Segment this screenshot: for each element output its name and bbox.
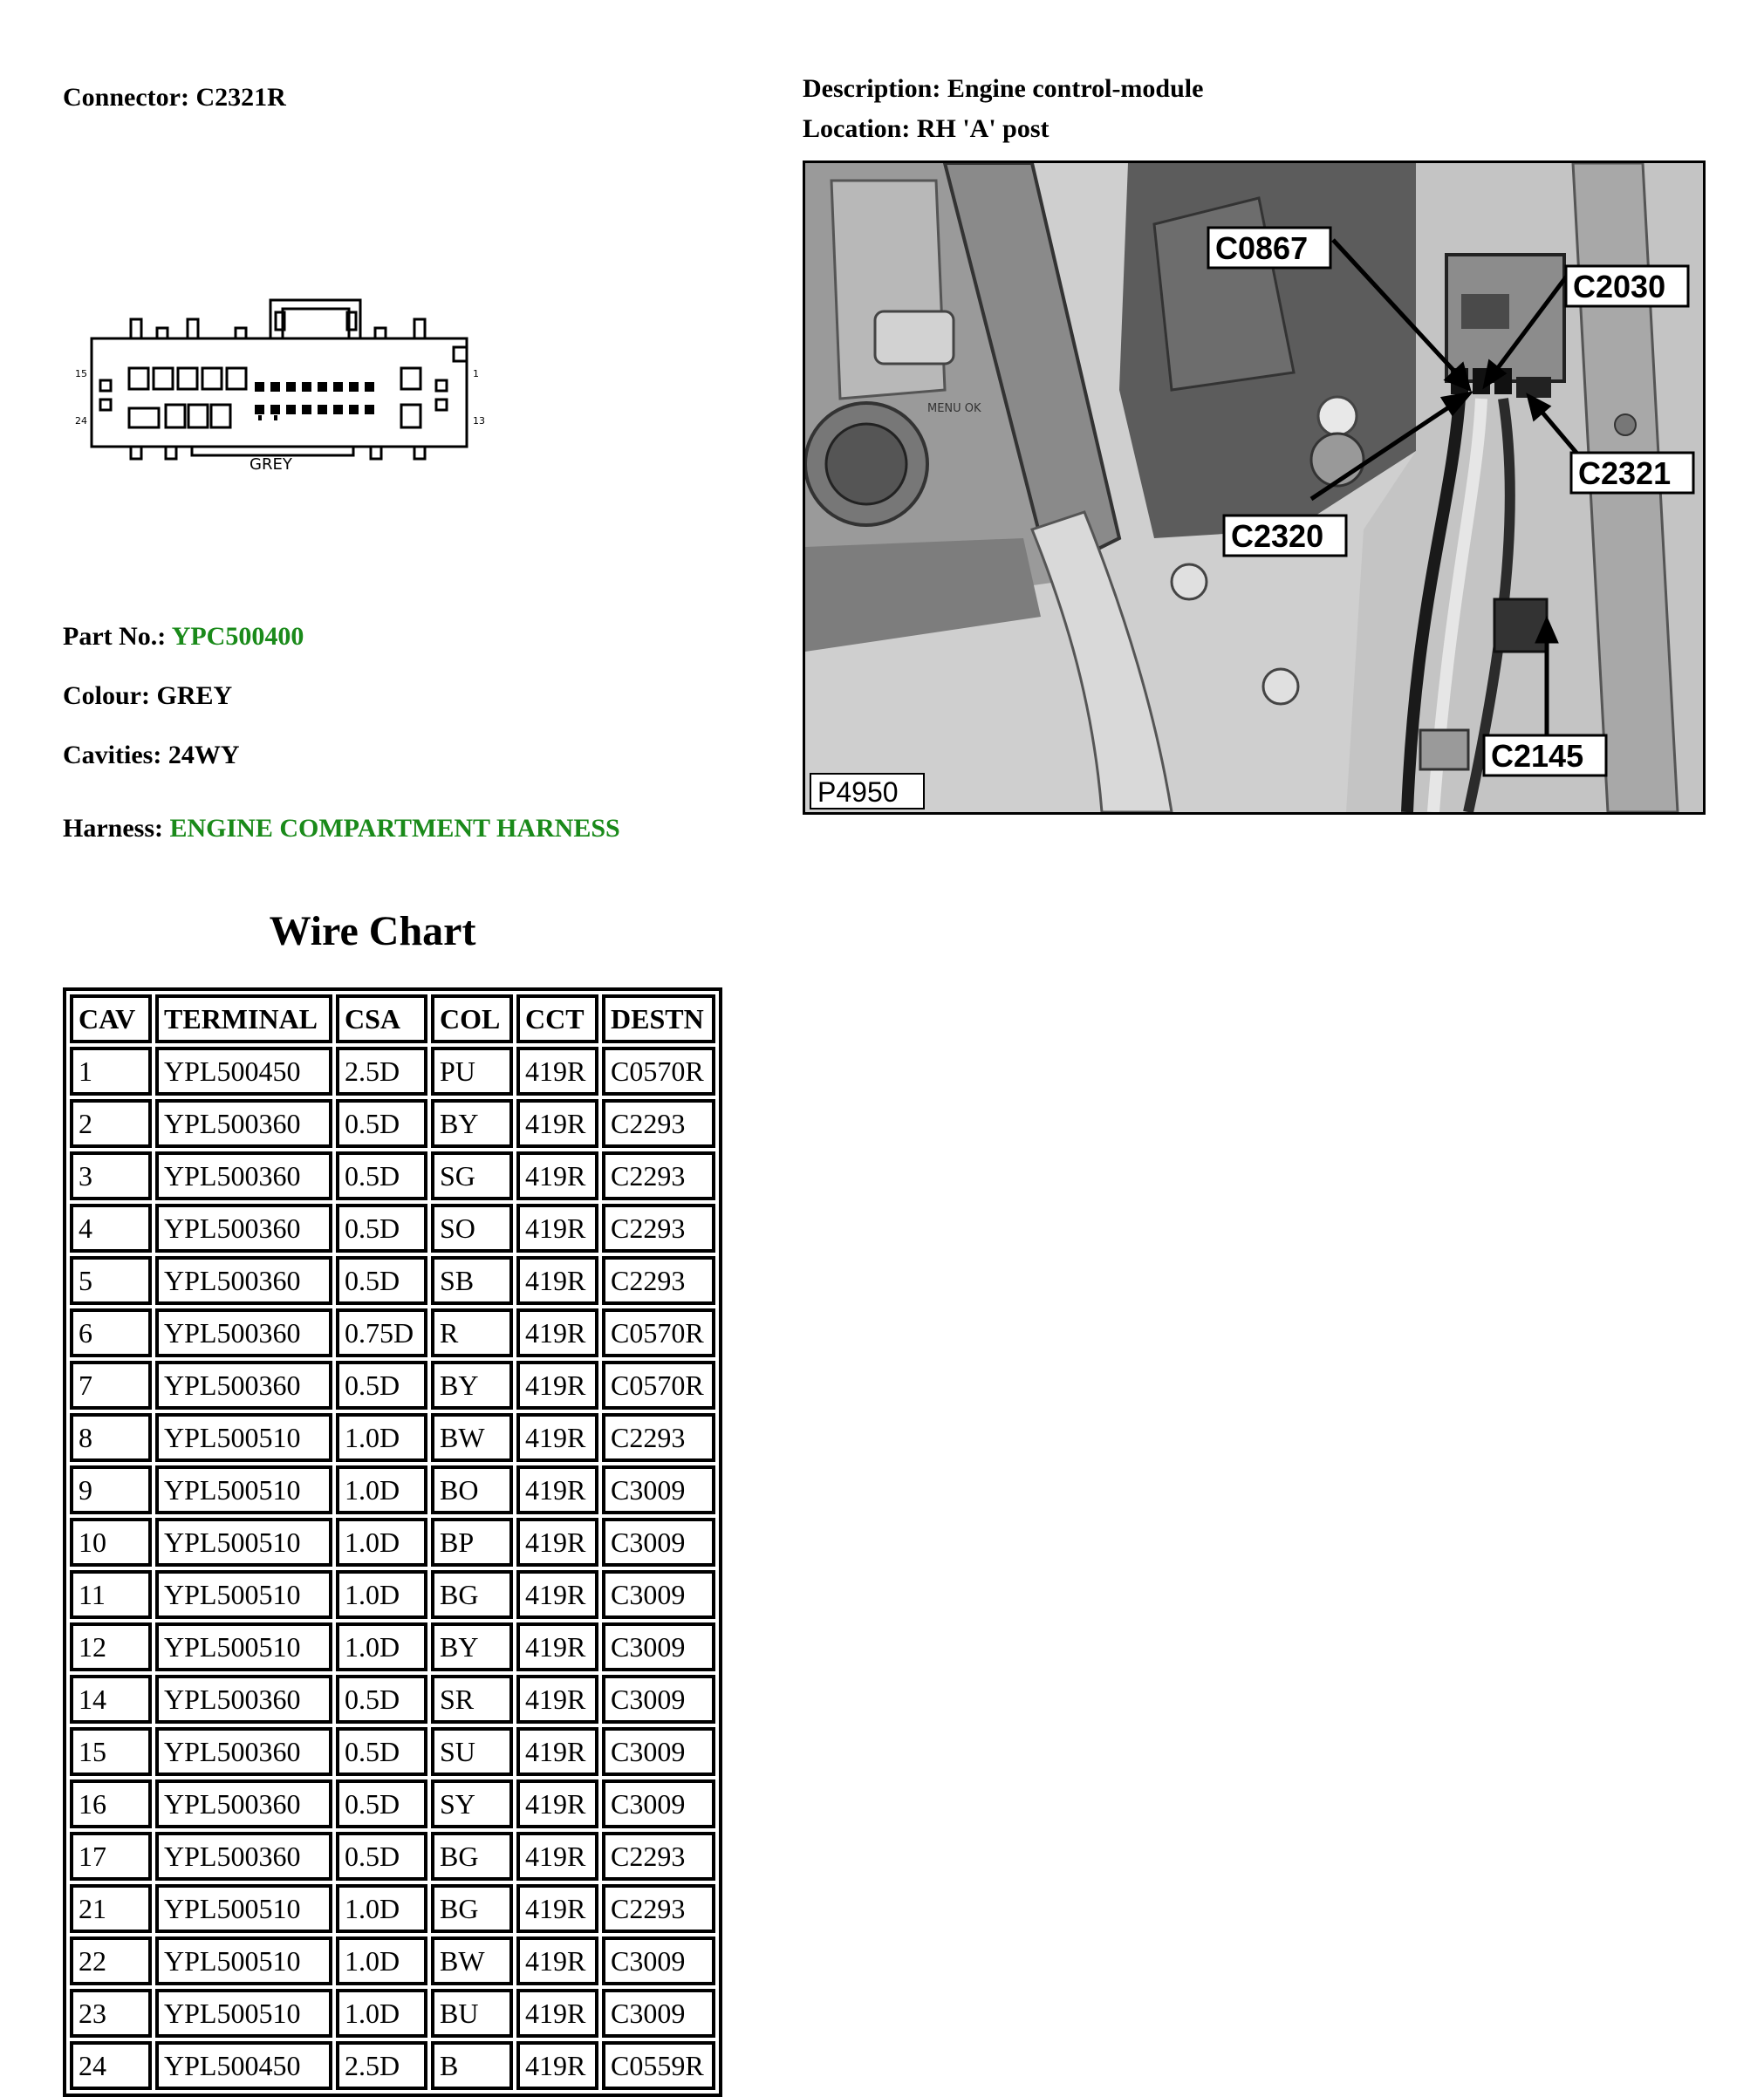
cell-col: BW (431, 1936, 513, 1985)
table-row (70, 1361, 715, 1410)
cell-destn[interactable]: C3009 (602, 1989, 715, 2038)
cell-cct: 419R (516, 1413, 598, 1462)
connector-value: C2321R (195, 83, 286, 112)
cell-destn[interactable]: C0570R (602, 1308, 715, 1357)
cell-col: SU (431, 1727, 513, 1776)
cell-cav: 7 (70, 1361, 152, 1410)
cell-csa: 2.5D (336, 1047, 427, 1096)
cell-csa: 0.5D (336, 1832, 427, 1881)
diagram-colour-label: GREY (250, 455, 292, 474)
header-cct: CCT (516, 994, 598, 1043)
cell-terminal: YPL500450 (155, 2041, 332, 2090)
cell-terminal: YPL500450 (155, 1047, 332, 1096)
cell-terminal: YPL500360 (155, 1727, 332, 1776)
cell-terminal: YPL500510 (155, 1936, 332, 1985)
cell-csa: 1.0D (336, 1413, 427, 1462)
header-csa: CSA (336, 994, 427, 1043)
cell-col: BY (431, 1361, 513, 1410)
description-label: Description: (803, 74, 941, 103)
cell-col: SY (431, 1779, 513, 1828)
cell-cct: 419R (516, 2041, 598, 2090)
callout-c0867: C0867 (1215, 230, 1309, 266)
wire-chart-table (63, 987, 722, 2097)
cell-cav: 5 (70, 1256, 152, 1305)
pin-label-1: 1 (473, 368, 479, 379)
location-photo-drawing (805, 163, 1703, 812)
part-no-line (63, 621, 304, 652)
callout-c2321: C2321 (1578, 455, 1672, 491)
connector-label: Connector: (63, 83, 189, 112)
cell-terminal: YPL500510 (155, 1518, 332, 1567)
cell-col: B (431, 2041, 513, 2090)
cell-cct: 419R (516, 1361, 598, 1410)
cell-terminal: YPL500360 (155, 1361, 332, 1410)
table-row (70, 1989, 715, 2038)
cell-cav: 3 (70, 1151, 152, 1200)
cell-csa: 0.5D (336, 1204, 427, 1253)
table-row (70, 1622, 715, 1671)
callout-c2320: C2320 (1231, 518, 1324, 554)
cell-csa: 0.5D (336, 1151, 427, 1200)
cell-destn[interactable]: C3009 (602, 1936, 715, 1985)
cell-col: BO (431, 1465, 513, 1514)
cell-destn[interactable]: C2293 (602, 1413, 715, 1462)
table-row (70, 1413, 715, 1462)
cell-cav: 6 (70, 1308, 152, 1357)
wire-chart-body (70, 1047, 715, 2090)
cell-terminal: YPL500360 (155, 1151, 332, 1200)
cell-csa: 0.5D (336, 1675, 427, 1724)
cell-destn[interactable]: C2293 (602, 1256, 715, 1305)
cell-cct: 419R (516, 1047, 598, 1096)
cell-col: SO (431, 1204, 513, 1253)
cell-cct: 419R (516, 1989, 598, 2038)
table-row (70, 1047, 715, 1096)
cell-destn[interactable]: C2293 (602, 1099, 715, 1148)
harness-line (63, 813, 620, 844)
table-row (70, 1256, 715, 1305)
cell-terminal: YPL500360 (155, 1099, 332, 1148)
cell-col: BU (431, 1989, 513, 2038)
cell-cav: 22 (70, 1936, 152, 1985)
menu-ok-text: MENU OK (927, 402, 981, 415)
location-value: RH 'A' post (916, 114, 1050, 143)
table-row (70, 1779, 715, 1828)
wire-chart-title: Wire Chart (269, 908, 476, 954)
description-value: Engine control-module (947, 74, 1204, 103)
cell-terminal: YPL500510 (155, 1989, 332, 2038)
cell-cct: 419R (516, 1832, 598, 1881)
cell-csa: 0.5D (336, 1361, 427, 1410)
location-label: Location: (803, 114, 911, 143)
cell-cav: 14 (70, 1675, 152, 1724)
cell-cct: 419R (516, 1884, 598, 1933)
callout-c2145: C2145 (1491, 738, 1584, 774)
cell-cav: 11 (70, 1570, 152, 1619)
cell-terminal: YPL500360 (155, 1832, 332, 1881)
table-row (70, 1465, 715, 1514)
cell-col: SG (431, 1151, 513, 1200)
part-no-label: Part No.: (63, 622, 167, 651)
table-row (70, 1570, 715, 1619)
table-row (70, 1099, 715, 1148)
cell-csa: 0.75D (336, 1308, 427, 1357)
cell-cct: 419R (516, 1779, 598, 1828)
cell-csa: 0.5D (336, 1099, 427, 1148)
cell-destn[interactable]: C3009 (602, 1570, 715, 1619)
pin-label-13: 13 (473, 415, 485, 427)
cell-destn[interactable]: C3009 (602, 1622, 715, 1671)
table-row (70, 1884, 715, 1933)
header-col: COL (431, 994, 513, 1043)
cell-col: BG (431, 1832, 513, 1881)
connector-line (63, 82, 286, 113)
cell-cav: 1 (70, 1047, 152, 1096)
cell-csa: 0.5D (336, 1779, 427, 1828)
cell-destn[interactable]: C3009 (602, 1727, 715, 1776)
cell-col: R (431, 1308, 513, 1357)
cell-cav: 23 (70, 1989, 152, 2038)
cell-csa: 1.0D (336, 1989, 427, 2038)
cell-destn[interactable]: C3009 (602, 1675, 715, 1724)
cell-cav: 24 (70, 2041, 152, 2090)
colour-label: Colour: (63, 681, 150, 710)
cell-cct: 419R (516, 1465, 598, 1514)
cell-csa: 1.0D (336, 1570, 427, 1619)
location-line (803, 113, 1050, 145)
cell-terminal: YPL500510 (155, 1622, 332, 1671)
cell-destn[interactable]: C0570R (602, 1361, 715, 1410)
cell-terminal: YPL500510 (155, 1570, 332, 1619)
cell-terminal: YPL500360 (155, 1779, 332, 1828)
cell-cct: 419R (516, 1622, 598, 1671)
cell-cct: 419R (516, 1936, 598, 1985)
pin-label-15: 15 (75, 368, 87, 379)
table-row (70, 1675, 715, 1724)
harness-label: Harness: (63, 814, 163, 843)
wire-chart-header-row (70, 994, 715, 1043)
cell-cct: 419R (516, 1256, 598, 1305)
cell-cav: 10 (70, 1518, 152, 1567)
header-destn: DESTN (602, 994, 715, 1043)
cell-cct: 419R (516, 1675, 598, 1724)
cell-terminal: YPL500510 (155, 1884, 332, 1933)
cell-col: BP (431, 1518, 513, 1567)
colour-line (63, 680, 232, 712)
connector-face-diagram (70, 293, 506, 476)
cell-destn[interactable]: C2293 (602, 1884, 715, 1933)
cell-csa: 1.0D (336, 1884, 427, 1933)
header-terminal: TERMINAL (155, 994, 332, 1043)
header-cav: CAV (70, 994, 152, 1043)
cell-cct: 419R (516, 1151, 598, 1200)
cell-cav: 4 (70, 1204, 152, 1253)
cell-cct: 419R (516, 1518, 598, 1567)
cell-terminal: YPL500360 (155, 1256, 332, 1305)
cell-csa: 1.0D (336, 1622, 427, 1671)
cell-col: BY (431, 1099, 513, 1148)
cell-cct: 419R (516, 1308, 598, 1357)
cell-col: SR (431, 1675, 513, 1724)
cell-terminal: YPL500360 (155, 1204, 332, 1253)
table-row (70, 1151, 715, 1200)
cell-csa: 1.0D (336, 1465, 427, 1514)
cell-cct: 419R (516, 1570, 598, 1619)
cell-csa: 0.5D (336, 1727, 427, 1776)
cell-cav: 21 (70, 1884, 152, 1933)
cell-cav: 17 (70, 1832, 152, 1881)
cell-cav: 9 (70, 1465, 152, 1514)
harness-link[interactable]: ENGINE COMPARTMENT HARNESS (169, 814, 620, 843)
cavities-value: 24WY (168, 741, 240, 769)
location-photo (803, 161, 1706, 815)
cell-col: BW (431, 1413, 513, 1462)
part-no-link[interactable]: YPC500400 (171, 622, 304, 651)
cell-cav: 15 (70, 1727, 152, 1776)
table-row (70, 1832, 715, 1881)
cell-destn[interactable]: C3009 (602, 1465, 715, 1514)
cell-terminal: YPL500360 (155, 1308, 332, 1357)
cell-cav: 8 (70, 1413, 152, 1462)
cell-destn[interactable]: C3009 (602, 1518, 715, 1567)
table-row (70, 1308, 715, 1357)
cell-destn[interactable]: C2293 (602, 1204, 715, 1253)
cell-cct: 419R (516, 1204, 598, 1253)
cell-destn[interactable]: C0559R (602, 2041, 715, 2090)
cavities-label: Cavities: (63, 741, 162, 769)
cell-csa: 2.5D (336, 2041, 427, 2090)
colour-value: GREY (156, 681, 233, 710)
cell-cav: 2 (70, 1099, 152, 1148)
cell-cav: 12 (70, 1622, 152, 1671)
table-row (70, 1518, 715, 1567)
cell-csa: 1.0D (336, 1518, 427, 1567)
cell-csa: 1.0D (336, 1936, 427, 1985)
table-row (70, 1204, 715, 1253)
cell-col: BY (431, 1622, 513, 1671)
cell-cct: 419R (516, 1099, 598, 1148)
description-line (803, 73, 1203, 105)
cell-cav: 16 (70, 1779, 152, 1828)
cell-destn[interactable]: C0570R (602, 1047, 715, 1096)
cell-col: PU (431, 1047, 513, 1096)
cell-terminal: YPL500510 (155, 1413, 332, 1462)
table-row (70, 1727, 715, 1776)
cell-destn[interactable]: C3009 (602, 1779, 715, 1828)
cell-destn[interactable]: C2293 (602, 1832, 715, 1881)
cell-col: BG (431, 1884, 513, 1933)
cell-destn[interactable]: C2293 (602, 1151, 715, 1200)
cell-cct: 419R (516, 1727, 598, 1776)
cell-terminal: YPL500510 (155, 1465, 332, 1514)
callout-c2030: C2030 (1573, 269, 1666, 304)
cell-csa: 0.5D (336, 1256, 427, 1305)
pin-label-24: 24 (75, 415, 87, 427)
table-row (70, 2041, 715, 2090)
cavities-line (63, 740, 239, 771)
cell-terminal: YPL500360 (155, 1675, 332, 1724)
photo-ref-label: P4950 (817, 776, 899, 808)
table-row (70, 1936, 715, 1985)
cell-col: SB (431, 1256, 513, 1305)
cell-col: BG (431, 1570, 513, 1619)
